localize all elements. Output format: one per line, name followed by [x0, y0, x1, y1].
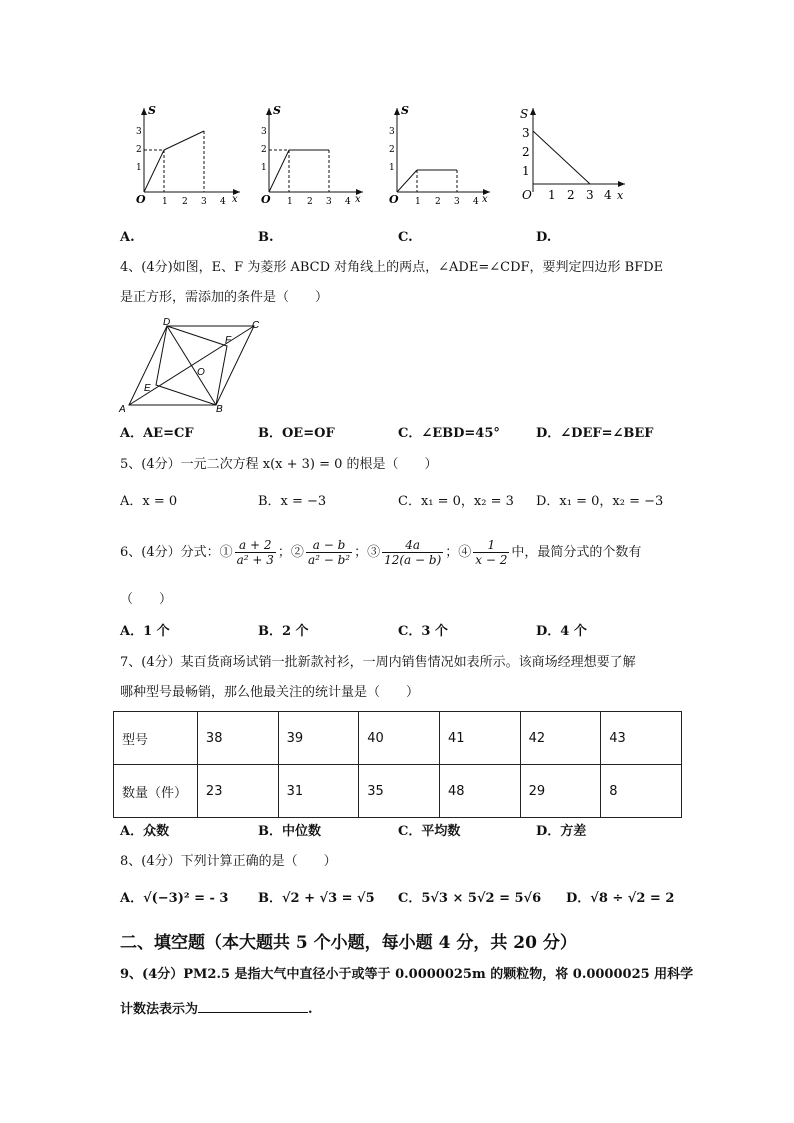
svg-text:2: 2	[522, 145, 530, 159]
svg-text:1: 1	[389, 163, 395, 173]
svg-text:x: x	[355, 194, 361, 205]
q3-option-b[interactable]: B.	[258, 230, 274, 245]
table-cell: 38	[197, 712, 278, 765]
q6-stem: 6、(4分）分式：① $\frac{a + 2}{\text{a² + 3}}$ ；② $\frac{a - b}{\text{a² − b²}}$ ；③ $\frac{4a}{12(a - b)}$ ；④ $\frac{1}{x - 2}$ 中，最简分式的个数有	[120, 538, 642, 567]
svg-text:1: 1	[415, 197, 421, 207]
svg-text:1: 1	[522, 164, 530, 178]
q4-option-a[interactable]: A．AE=CF	[120, 426, 194, 441]
q5-option-c[interactable]: C．x₁ = 0，x₂ = 3	[398, 494, 514, 509]
q7-option-a[interactable]: A．众数	[120, 824, 170, 839]
svg-text:2: 2	[136, 145, 142, 155]
q8-option-b[interactable]: B．√2 + √3 = √5	[258, 891, 375, 906]
table-cell: 48	[439, 765, 520, 818]
table-cell: 型号	[114, 712, 198, 765]
svg-text:D: D	[163, 317, 171, 328]
graph-b	[245, 100, 370, 210]
svg-text:2: 2	[435, 197, 441, 207]
q4-stem-2: 是正方形，需添加的条件是（ ）	[120, 290, 329, 305]
q8-option-a[interactable]: A．√(−3)² = - 3	[120, 891, 229, 906]
svg-text:3: 3	[201, 197, 207, 207]
q3-option-c[interactable]: C.	[398, 230, 413, 245]
svg-text:S: S	[148, 104, 156, 117]
svg-text:2: 2	[182, 197, 188, 207]
rhombus-figure	[115, 315, 275, 415]
svg-text:3: 3	[522, 126, 530, 140]
fraction-4: $\frac{1}{x - 2}$	[475, 538, 508, 567]
answer-blank[interactable]	[198, 998, 308, 1013]
svg-text:3: 3	[136, 127, 142, 137]
svg-text:S: S	[401, 104, 409, 117]
q8-option-d[interactable]: D．√8 ÷ √2 = 2	[566, 891, 675, 906]
svg-text:S: S	[520, 107, 529, 121]
svg-text:x: x	[617, 189, 624, 202]
svg-text:3: 3	[586, 188, 594, 202]
table-cell: 42	[520, 712, 601, 765]
q7-stem: 7、(4分）某百货商场试销一批新款衬衫，一周内销售情况如表所示。该商场经理想要了解	[120, 655, 636, 670]
q5-option-a[interactable]: A．x = 0	[120, 494, 178, 509]
svg-text:2: 2	[307, 197, 313, 207]
q7-option-d[interactable]: D．方差	[536, 824, 587, 839]
q6-paren: （ ）	[120, 592, 173, 607]
table-row	[114, 712, 682, 765]
q3-option-a[interactable]: A.	[120, 230, 135, 245]
svg-text:C: C	[252, 320, 260, 331]
svg-text:3: 3	[326, 197, 332, 207]
q7-option-b[interactable]: B．中位数	[258, 824, 321, 839]
svg-text:F: F	[225, 335, 232, 346]
svg-text:1: 1	[548, 188, 556, 202]
table-cell: 39	[278, 712, 359, 765]
table-cell: 29	[520, 765, 601, 818]
svg-text:O: O	[389, 193, 399, 206]
table-cell: 35	[359, 765, 440, 818]
table-cell: 数量（件）	[114, 765, 198, 818]
svg-text:A: A	[119, 404, 126, 415]
svg-text:4: 4	[220, 197, 226, 207]
svg-text:x: x	[482, 194, 488, 205]
graph-d	[505, 100, 630, 210]
q3-option-d[interactable]: D.	[536, 230, 552, 245]
svg-text:B: B	[216, 404, 223, 415]
section-heading: 二、填空题（本大题共 5 个小题，每小题 4 分，共 20 分）	[120, 933, 577, 953]
svg-text:2: 2	[389, 145, 395, 155]
svg-text:1: 1	[136, 163, 142, 173]
svg-text:O: O	[522, 188, 532, 202]
svg-text:S: S	[273, 104, 281, 117]
q9-stem-2: 计数法表示为 .	[120, 998, 313, 1020]
table-cell: 8	[601, 765, 682, 818]
q8-option-c[interactable]: C．5√3 × 5√2 = 5√6	[398, 891, 542, 906]
svg-text:1: 1	[162, 197, 168, 207]
svg-text:3: 3	[389, 127, 395, 137]
svg-text:O: O	[197, 367, 205, 378]
svg-text:E: E	[144, 383, 151, 394]
q5-option-d[interactable]: D．x₁ = 0，x₂ = −3	[536, 494, 664, 509]
table-cell: 41	[439, 712, 520, 765]
q5-option-b[interactable]: B．x = −3	[258, 494, 327, 509]
svg-text:1: 1	[261, 163, 267, 173]
sales-table	[113, 711, 682, 818]
q9-stem: 9、(4分）PM2.5 是指大气中直径小于或等于 0.0000025m 的颗粒物，将 0.0000025 用科学	[120, 967, 694, 982]
svg-text:O: O	[261, 193, 271, 206]
svg-text:1: 1	[287, 197, 293, 207]
svg-text:x: x	[232, 194, 238, 205]
q6-option-c[interactable]: C．3 个	[398, 624, 448, 639]
svg-text:O: O	[136, 193, 146, 206]
q4-stem: 4、(4分)如图，E、F 为菱形 ABCD 对角线上的两点，∠ADE=∠CDF，要判定四边形 BFDE	[120, 260, 664, 275]
table-cell: 40	[359, 712, 440, 765]
q6-option-a[interactable]: A．1 个	[120, 624, 170, 639]
fraction-2: $\frac{a - b}{\text{a² − b²}}$	[307, 538, 351, 567]
q7-stem-2: 哪种型号最畅销，那么他最关注的统计量是（ ）	[120, 685, 420, 700]
svg-text:4: 4	[345, 197, 351, 207]
table-cell: 23	[197, 765, 278, 818]
svg-text:2: 2	[567, 188, 575, 202]
table-row	[114, 765, 682, 818]
table-cell: 43	[601, 712, 682, 765]
fraction-1: $\frac{a + 2}{\text{a² + 3}}$	[236, 538, 274, 567]
q4-option-c[interactable]: C．∠EBD=45°	[398, 426, 500, 441]
svg-text:3: 3	[454, 197, 460, 207]
graph-a	[120, 100, 245, 210]
graph-c	[375, 100, 500, 210]
q7-option-c[interactable]: C．平均数	[398, 824, 461, 839]
q4-option-d[interactable]: D．∠DEF=∠BEF	[536, 426, 654, 441]
svg-text:3: 3	[261, 127, 267, 137]
q5-stem: 5、(4分）一元二次方程 x(x + 3) = 0 的根是（ ）	[120, 457, 438, 472]
q8-stem: 8、(4分）下列计算正确的是（ ）	[120, 854, 337, 869]
svg-text:4: 4	[604, 188, 612, 202]
q6-option-d[interactable]: D．4 个	[536, 624, 587, 639]
q4-option-b[interactable]: B．OE=OF	[258, 426, 335, 441]
fraction-3: $\frac{4a}{12(a - b)}$	[384, 538, 442, 567]
q6-option-b[interactable]: B．2 个	[258, 624, 309, 639]
table-cell: 31	[278, 765, 359, 818]
svg-text:2: 2	[261, 145, 267, 155]
svg-text:4: 4	[473, 197, 479, 207]
